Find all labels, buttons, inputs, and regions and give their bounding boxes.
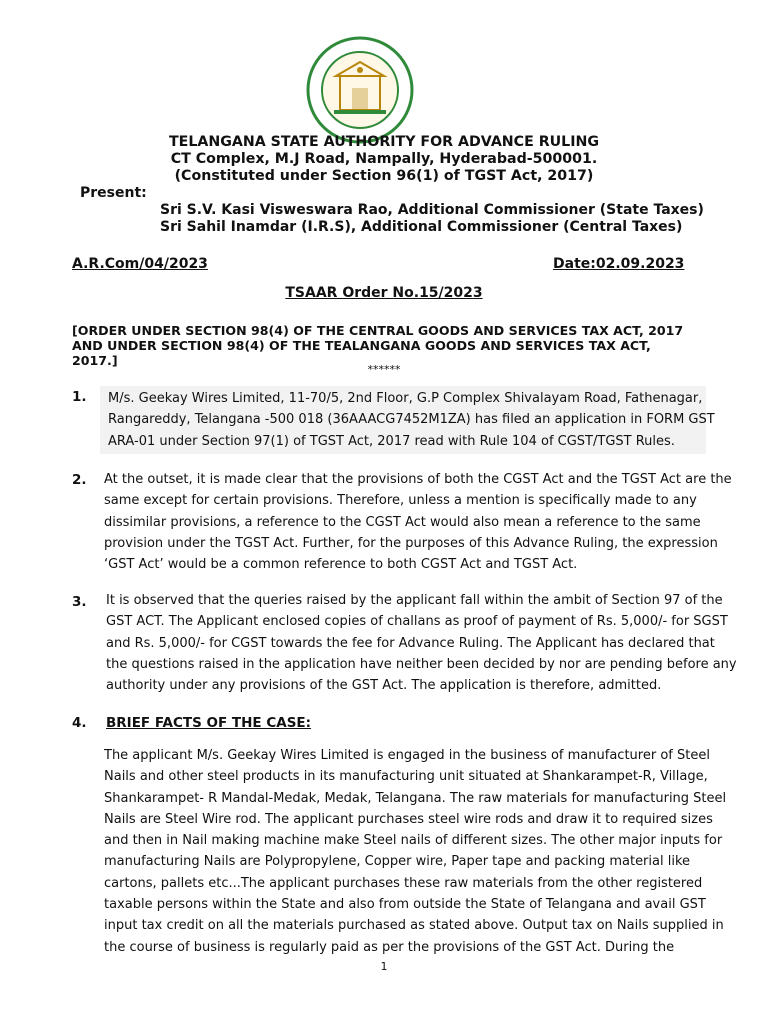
- reference-number: A.R.Com/04/2023: [72, 256, 208, 272]
- section-4-line: Nails and other steel products in its manufacturing unit situated at Shankarampet-R, Village,: [104, 769, 708, 785]
- section-4-body: [104, 745, 727, 958]
- para-3-line: the questions raised in the application have neither been decided by nor are pending before any: [106, 656, 737, 672]
- para-3-line: and Rs. 5,000/- for CGST towards the fee for Advance Ruling. The Applicant has declared that: [106, 635, 715, 651]
- para-1-number: 1.: [72, 389, 87, 405]
- para-2-line: same except for certain provisions. Therefore, unless a mention is specifically made to any: [104, 493, 697, 509]
- para-2: [104, 469, 732, 575]
- order-number: TSAAR Order No.15/2023: [285, 285, 483, 301]
- order-heading-line-1: [ORDER UNDER SECTION 98(4) OF THE CENTRAL GOODS AND SERVICES TAX ACT, 2017: [72, 323, 684, 338]
- authority-constitution: (Constituted under Section 96(1) of TGST Act, 2017): [174, 168, 594, 184]
- order-heading-line-2: AND UNDER SECTION 98(4) OF THE TEALANGANA GOODS AND SERVICES TAX ACT,: [72, 338, 651, 353]
- section-4-line: the course of business is regularly paid as per the provisions of the GST Act. During the: [104, 939, 675, 955]
- para-2-line: provision under the TGST Act. Further, for the purposes of this Advance Ruling, the expression: [104, 535, 718, 551]
- para-1: [100, 386, 715, 454]
- section-4-line: Nails are Steel Wire rod. The applicant purchases steel wire rods and draw it to required sizes: [104, 811, 713, 827]
- para-3-number: 3.: [72, 594, 87, 610]
- section-4-heading: BRIEF FACTS OF THE CASE:: [106, 715, 312, 731]
- section-4-line: and then in Nail making machine make Steel nails of different sizes. The other major inputs for: [104, 833, 723, 849]
- government-emblem: [306, 36, 414, 144]
- member-1: Sri S.V. Kasi Visweswara Rao, Additional Commissioner (State Taxes): [160, 202, 704, 218]
- present-label: Present:: [80, 185, 147, 201]
- stars-divider: ******: [367, 363, 401, 376]
- para-3: [106, 590, 737, 696]
- authority-name: TELANGANA STATE AUTHORITY FOR ADVANCE RULING: [169, 134, 599, 150]
- para-3-line: GST ACT. The Applicant enclosed copies of challans as proof of payment of Rs. 5,000/- for SGST: [106, 614, 728, 630]
- order-heading-line-3: 2017.]: [72, 353, 118, 368]
- section-4-line: Shankarampet- R Mandal-Medak, Medak, Telangana. The raw materials for manufacturing Steel: [104, 790, 727, 806]
- section-4-line: The applicant M/s. Geekay Wires Limited is engaged in the business of manufacturer of Steel: [104, 748, 710, 763]
- para-3-line: authority under any provisions of the GST Act. The application is therefore, admitted.: [106, 678, 662, 694]
- member-2: Sri Sahil Inamdar (I.R.S), Additional Commissioner (Central Taxes): [160, 219, 683, 235]
- section-4-line: input tax credit on all the materials purchased as stated above. Output tax on Nails supplied in: [104, 918, 724, 934]
- section-4-line: taxable persons within the State and also from outside the State of Telangana and avail GST: [104, 897, 706, 913]
- authority-address: CT Complex, M.J Road, Nampally, Hyderabad-500001.: [170, 151, 598, 167]
- para-2-line: dissimilar provisions, a reference to the CGST Act would also mean a reference to the same: [104, 514, 701, 530]
- para-1-line: ARA-01 under Section 97(1) of TGST Act, 2017 read with Rule 104 of CGST/TGST Rules.: [108, 433, 675, 449]
- para-1-line: Rangareddy, Telangana -500 018 (36AAACG7452M1ZA) has filed an application in FORM GST: [108, 412, 715, 428]
- section-4-number: 4.: [72, 715, 87, 731]
- section-4-line: cartons, pallets etc...The applicant purchases these raw materials from the other registered: [104, 875, 703, 891]
- para-1-line: M/s. Geekay Wires Limited, 11-70/5, 2nd Floor, G.P Complex Shivalayam Road, Fathenagar,: [108, 391, 703, 406]
- para-2-number: 2.: [72, 472, 87, 488]
- para-2-line: ‘GST Act’ would be a common reference to both CGST Act and TGST Act.: [104, 557, 578, 573]
- para-2-line: At the outset, it is made clear that the provisions of both the CGST Act and the TGST Act are the: [104, 472, 732, 487]
- order-date: Date:02.09.2023: [553, 256, 685, 272]
- para-3-line: It is observed that the queries raised by the applicant fall within the ambit of Section 97 of the: [106, 593, 723, 608]
- section-4-line: manufacturing Nails are Polypropylene, Copper wire, Paper tape and packing material like: [104, 854, 691, 870]
- page-number: 1: [380, 960, 388, 973]
